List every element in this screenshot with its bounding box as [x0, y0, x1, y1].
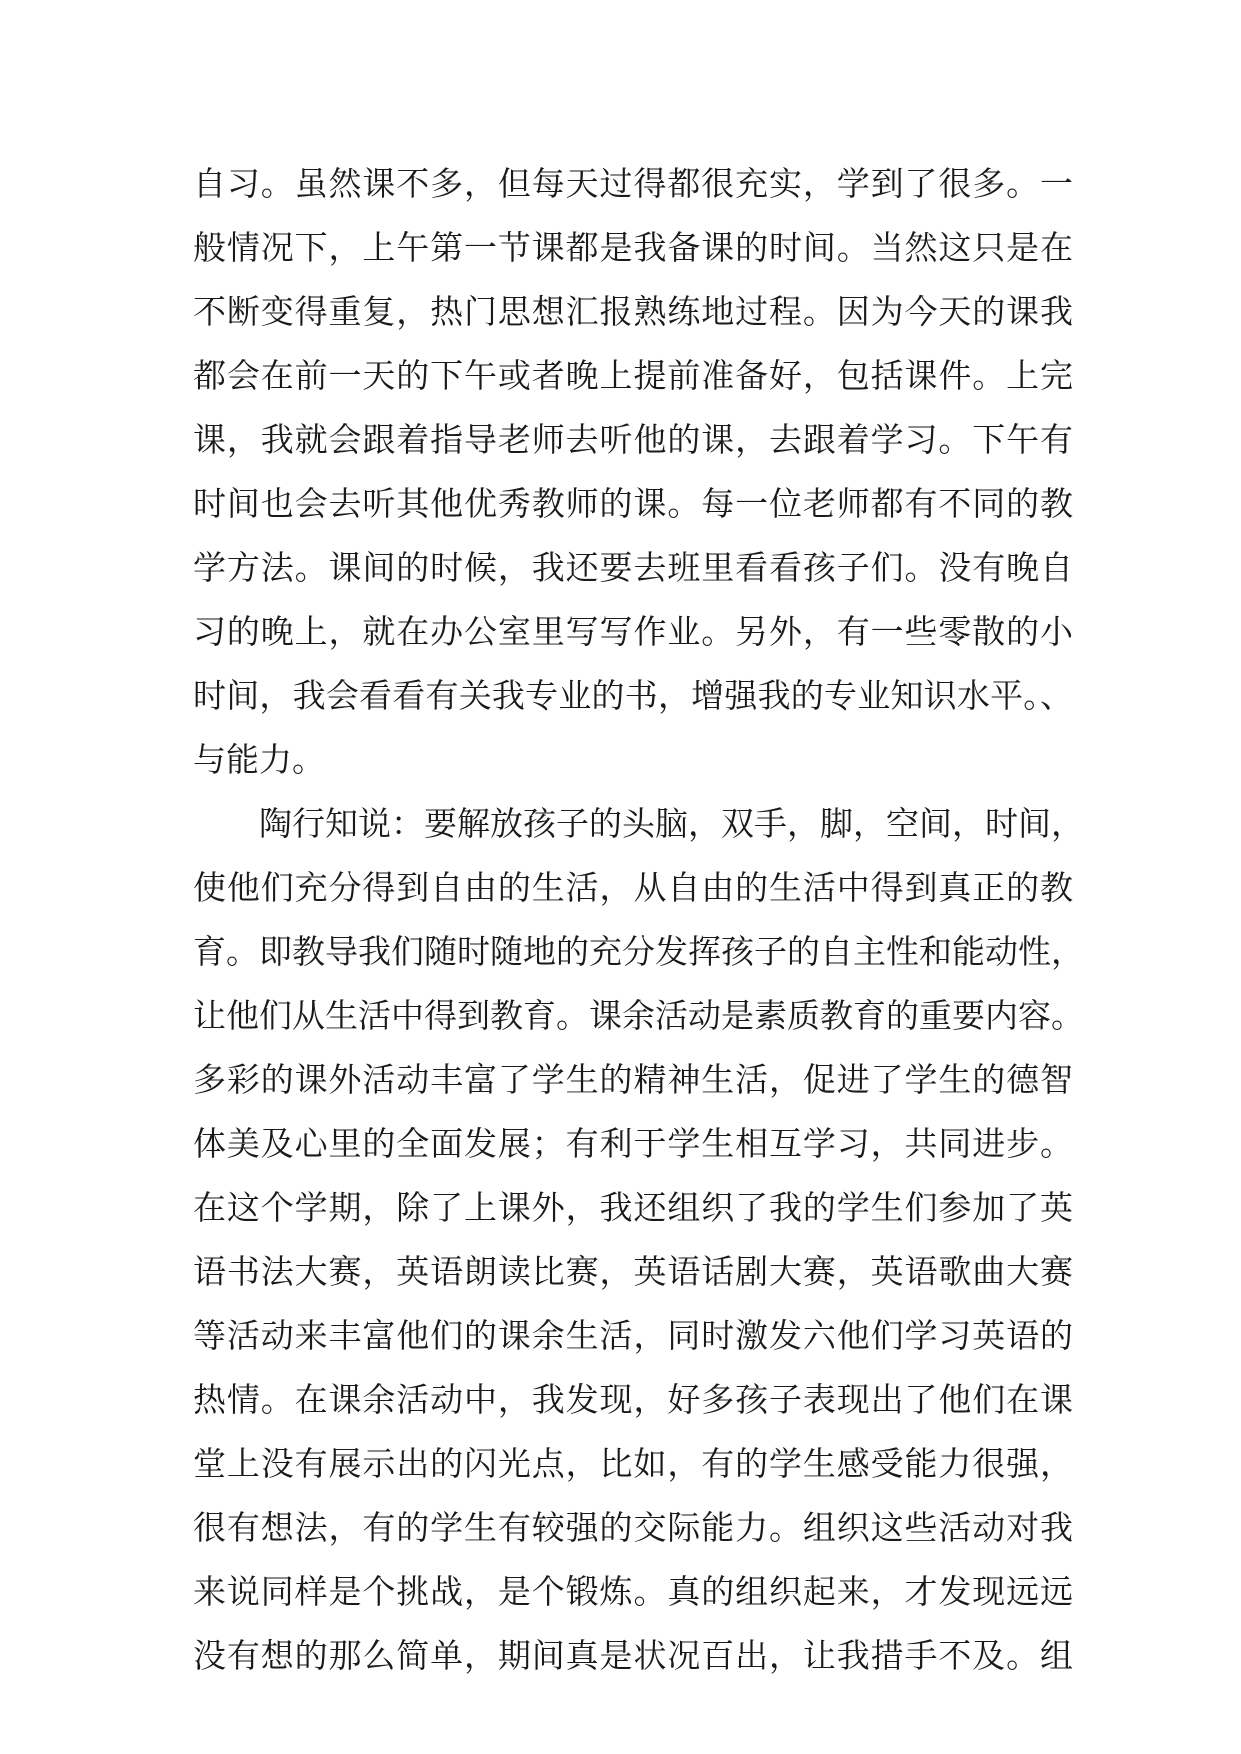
text-line: 语书法大赛，英语朗读比赛，英语话剧大赛，英语歌曲大赛 [193, 1252, 1073, 1291]
text-line: 很有想法，有的学生有较强的交际能力。组织这些活动对我 [193, 1508, 1073, 1547]
paragraph-1 [193, 152, 1073, 792]
text-line: 课，我就会跟着指导老师去听他的课，去跟着学习。下午有 [193, 420, 1073, 459]
text-line: 不断变得重复，热门思想汇报熟练地过程。因为今天的课我 [193, 292, 1073, 331]
text-line: 都会在前一天的下午或者晚上提前准备好，包括课件。上完 [193, 356, 1073, 395]
text-line: 育。即教导我们随时随地的充分发挥孩子的自主性和能动性， [193, 932, 1084, 971]
text-line: 习的晚上，就在办公室里写写作业。另外，有一些零散的小 [193, 612, 1073, 651]
text-line: 自习。虽然课不多，但每天过得都很充实，学到了很多。一 [193, 164, 1073, 203]
text-line: 没有想的那么简单，期间真是状况百出，让我措手不及。组 [193, 1636, 1073, 1675]
text-line: 般情况下，上午第一节课都是我备课的时间。当然这只是在 [193, 228, 1073, 267]
text-line: 与能力。 [193, 740, 325, 779]
text-line: 使他们充分得到自由的生活，从自由的生活中得到真正的教 [193, 868, 1073, 907]
text-line: 等活动来丰富他们的课余生活，同时激发六他们学习英语的 [193, 1316, 1073, 1355]
text-line: 在这个学期，除了上课外，我还组织了我的学生们参加了英 [193, 1188, 1073, 1227]
text-line: 堂上没有展示出的闪光点，比如，有的学生感受能力很强， [193, 1444, 1073, 1483]
text-line: 热情。在课余活动中，我发现，好多孩子表现出了他们在课 [193, 1380, 1073, 1419]
text-line: 来说同样是个挑战，是个锻炼。真的组织起来，才发现远远 [193, 1572, 1073, 1611]
text-line: 时间，我会看看有关我专业的书，增强我的专业知识水平。、 [193, 676, 1073, 715]
text-line: 让他们从生活中得到教育。课余活动是素质教育的重要内容。 [193, 996, 1084, 1035]
document-body [193, 152, 1084, 1688]
paragraph-2 [193, 792, 1084, 1688]
text-line: 学方法。课间的时候，我还要去班里看看孩子们。没有晚自 [193, 548, 1073, 587]
text-line: 体美及心里的全面发展；有利于学生相互学习，共同进步。 [193, 1124, 1073, 1163]
text-line: 时间也会去听其他优秀教师的课。每一位老师都有不同的教 [193, 484, 1073, 523]
text-line: 陶行知说：要解放孩子的头脑，双手，脚，空间，时间， [259, 804, 1084, 843]
text-line: 多彩的课外活动丰富了学生的精神生活，促进了学生的德智 [193, 1060, 1073, 1099]
